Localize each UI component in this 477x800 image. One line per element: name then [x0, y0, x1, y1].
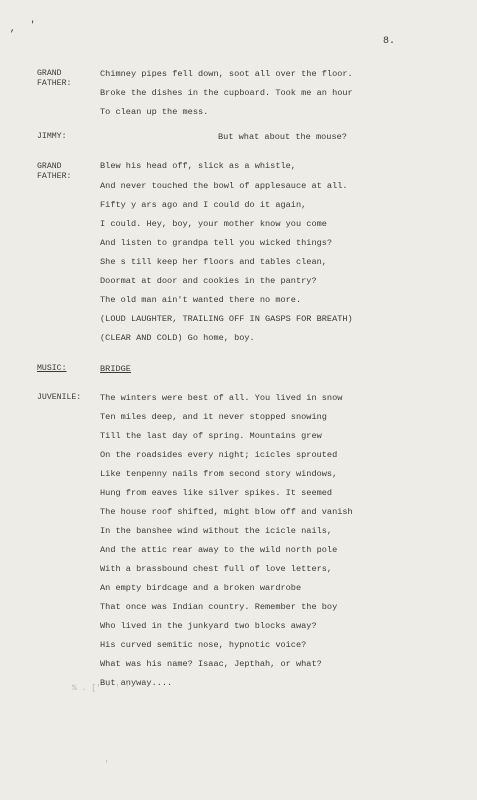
- dialogue-line: Hung from eaves like silver spikes. It seemed: [100, 488, 333, 498]
- dialogue-line: And never touched the bowl of applesauce at all.: [100, 181, 348, 191]
- speaker-label: JIMMY:: [37, 132, 67, 141]
- corner-mark: ,: [10, 24, 16, 34]
- speaker-label: MUSIC:: [37, 364, 67, 373]
- faint-mark: % . [' ' ' ': [72, 684, 130, 693]
- dialogue-line: That once was Indian country. Remember the boy: [100, 602, 338, 612]
- faint-mark: ': [104, 760, 109, 769]
- corner-mark: ': [30, 20, 36, 30]
- dialogue-line: And listen to grandpa tell you wicked things?: [100, 238, 333, 248]
- dialogue-line: But what about the mouse?: [218, 132, 347, 142]
- dialogue-line: Who lived in the junkyard two blocks away?: [100, 621, 317, 631]
- music-cue-text: BRIDGE: [100, 364, 131, 374]
- dialogue-line: Chimney pipes fell down, soot all over the floor.: [100, 69, 353, 79]
- dialogue-line: On the roadsides every night; icicles sprouted: [100, 450, 338, 460]
- stage-direction: (LOUD LAUGHTER, TRAILING OFF IN GASPS FOR BREATH): [100, 314, 353, 324]
- dialogue-line: The house roof shifted, might blow off and vanish: [100, 507, 353, 517]
- dialogue-line: Fifty y ars ago and I could do it again,: [100, 200, 307, 210]
- dialogue-line: But anyway....: [100, 678, 173, 688]
- dialogue-line: What was his name? Isaac, Jepthah, or what?: [100, 659, 322, 669]
- stage-direction: (CLEAR AND COLD) Go home, boy.: [100, 333, 255, 343]
- dialogue-line: Blew his head off, slick as a whistle,: [100, 161, 296, 171]
- speaker-label: GRAND FATHER:: [37, 69, 72, 88]
- dialogue-line: The winters were best of all. You lived in snow: [100, 393, 343, 403]
- dialogue-line: An empty birdcage and a broken wardrobe: [100, 583, 302, 593]
- dialogue-line: Ten miles deep, and it never stopped snowing: [100, 412, 327, 422]
- dialogue-line: Like tenpenny nails from second story windows,: [100, 469, 338, 479]
- dialogue-line: She s till keep her floors and tables clean,: [100, 257, 327, 267]
- dialogue-line: And the attic rear away to the wild north pole: [100, 545, 338, 555]
- dialogue-line: The old man ain't wanted there no more.: [100, 295, 302, 305]
- dialogue-line: I could. Hey, boy, your mother know you come: [100, 219, 327, 229]
- dialogue-line: His curved semitic nose, hypnotic voice?: [100, 640, 307, 650]
- speaker-label: GRAND FATHER:: [37, 162, 72, 181]
- dialogue-line: Broke the dishes in the cupboard. Took me an hour: [100, 88, 353, 98]
- dialogue-line: Doormat at door and cookies in the pantry?: [100, 276, 317, 286]
- speaker-label: JUVENILE:: [37, 393, 82, 402]
- page-number: 8.: [383, 36, 396, 47]
- dialogue-line: With a brassbound chest full of love letters,: [100, 564, 333, 574]
- dialogue-line: To clean up the mess.: [100, 107, 209, 117]
- dialogue-line: In the banshee wind without the icicle nails,: [100, 526, 333, 536]
- dialogue-line: Till the last day of spring. Mountains grew: [100, 431, 322, 441]
